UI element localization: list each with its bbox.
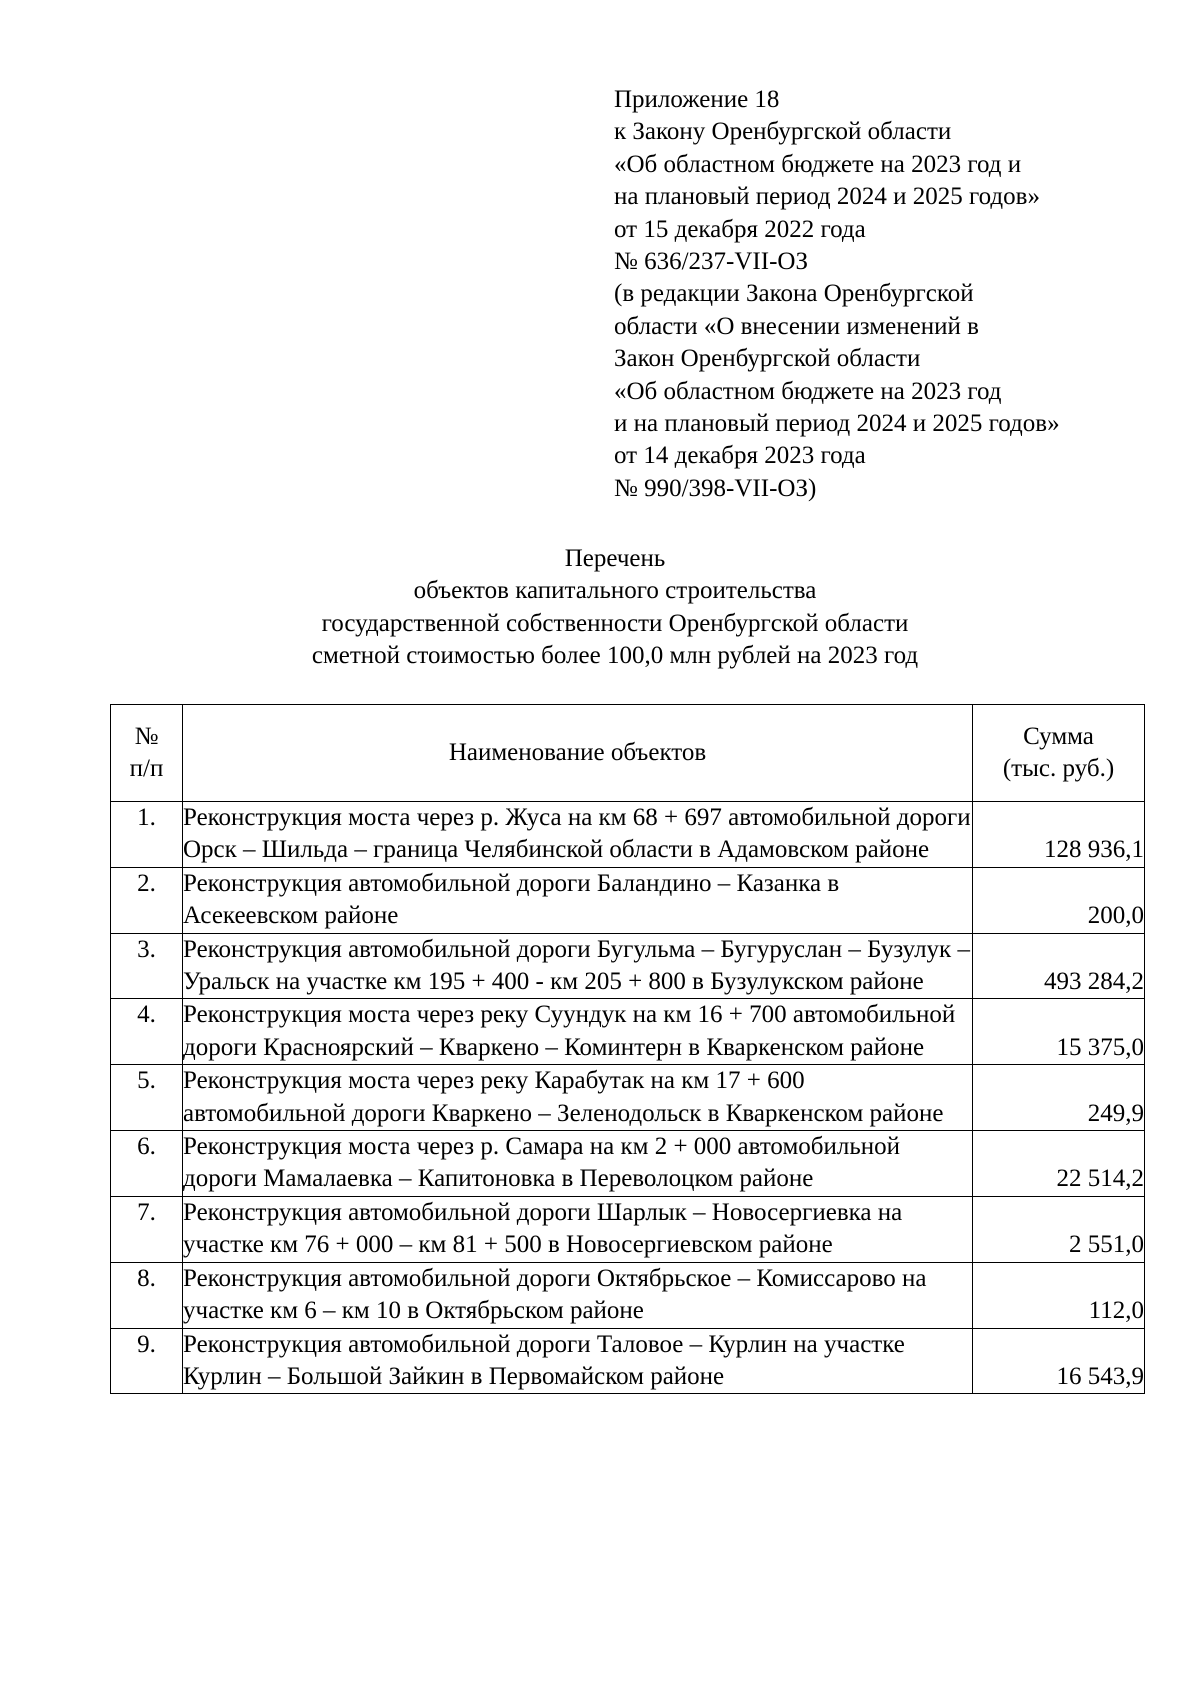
row-number: 6. bbox=[111, 1131, 183, 1197]
table-row bbox=[111, 802, 1145, 868]
appendix-line: Закон Оренбургской области bbox=[614, 345, 921, 373]
row-sum: 200,0 bbox=[973, 867, 1145, 933]
row-sum: 493 284,2 bbox=[973, 933, 1145, 999]
row-object-name: Реконструкция автомобильной дороги Шарлык – Новосергиевка на участке км 76 + 000 – км 81 + 500 в Новосергиевском районе bbox=[183, 1196, 973, 1262]
row-number: 5. bbox=[111, 1065, 183, 1131]
row-number: 1. bbox=[111, 802, 183, 868]
header-number bbox=[111, 705, 183, 802]
appendix-line: «Об областном бюджете на 2023 год и bbox=[614, 150, 1022, 178]
title-line: сметной стоимостью более 100,0 млн рублей на 2023 год bbox=[311, 642, 919, 670]
objects-table bbox=[110, 704, 1145, 1394]
row-sum: 16 543,9 bbox=[973, 1328, 1145, 1394]
row-object-name: Реконструкция моста через реку Карабутак на км 17 + 600 автомобильной дороги Кваркено – Зеленодольск в Кваркенском районе bbox=[183, 1065, 973, 1131]
row-object-name: Реконструкция автомобильной дороги Баландино – Казанка в Асекеевском районе bbox=[183, 867, 973, 933]
title-line: государственной собственности Оренбургской области bbox=[321, 609, 909, 637]
table-row bbox=[111, 1065, 1145, 1131]
row-sum: 128 936,1 bbox=[973, 802, 1145, 868]
row-object-name: Реконструкция моста через р. Жуса на км 68 + 697 автомобильной дороги Орск – Шильда – граница Челябинской области в Адамовском районе bbox=[183, 802, 973, 868]
appendix-line: области «О внесении изменений в bbox=[614, 312, 979, 340]
title-line: Перечень bbox=[564, 545, 666, 572]
table-header-row bbox=[111, 705, 1145, 802]
appendix-header bbox=[614, 84, 1174, 505]
row-sum: 15 375,0 bbox=[973, 999, 1145, 1065]
row-sum: 2 551,0 bbox=[973, 1196, 1145, 1262]
appendix-line: от 15 декабря 2022 года bbox=[614, 215, 866, 243]
appendix-line: на плановый период 2024 и 2025 годов» bbox=[614, 183, 1040, 211]
document-title bbox=[110, 543, 1120, 673]
row-sum: 22 514,2 bbox=[973, 1131, 1145, 1197]
header-sum-label: Сумма bbox=[1023, 722, 1094, 750]
row-object-name: Реконструкция моста через реку Суундук на км 16 + 700 автомобильной дороги Красноярский – Кваркено – Коминтерн в Кваркенском районе bbox=[183, 999, 973, 1065]
appendix-line: «Об областном бюджете на 2023 год bbox=[614, 377, 1002, 405]
row-number: 2. bbox=[111, 867, 183, 933]
row-number: 4. bbox=[111, 999, 183, 1065]
appendix-line: (в редакции Закона Оренбургской bbox=[614, 280, 974, 308]
row-number: 3. bbox=[111, 933, 183, 999]
header-name bbox=[183, 705, 973, 802]
header-name-label: Наименование объектов bbox=[448, 738, 707, 766]
row-object-name: Реконструкция автомобильной дороги Таловое – Курлин на участке Курлин – Большой Зайкин в Первомайском районе bbox=[183, 1328, 973, 1394]
table-row bbox=[111, 999, 1145, 1065]
row-sum: 112,0 bbox=[973, 1262, 1145, 1328]
appendix-line: от 14 декабря 2023 года bbox=[614, 442, 866, 470]
appendix-line: к Закону Оренбургской области bbox=[614, 118, 952, 146]
row-object-name: Реконструкция моста через р. Самара на км 2 + 000 автомобильной дороги Мамалаевка – Капитоновка в Переволоцком районе bbox=[183, 1131, 973, 1197]
appendix-line: и на плановый период 2024 и 2025 годов» bbox=[614, 410, 1060, 438]
appendix-line: № 990/398-VII-ОЗ) bbox=[614, 474, 817, 502]
header-sum bbox=[973, 705, 1145, 802]
appendix-line: Приложение 18 bbox=[614, 86, 780, 113]
table-row bbox=[111, 933, 1145, 999]
row-sum: 249,9 bbox=[973, 1065, 1145, 1131]
header-number-abbrev: п/п bbox=[129, 755, 164, 782]
title-line: объектов капитального строительства bbox=[413, 577, 817, 605]
row-object-name: Реконструкция автомобильной дороги Октябрьское – Комиссарово на участке км 6 – км 10 в Октябрьском районе bbox=[183, 1262, 973, 1328]
appendix-line: № 636/237-VII-ОЗ bbox=[614, 248, 808, 276]
table-row bbox=[111, 1328, 1145, 1394]
row-number: 8. bbox=[111, 1262, 183, 1328]
table-row bbox=[111, 1131, 1145, 1197]
table-row bbox=[111, 1262, 1145, 1328]
table-row bbox=[111, 1196, 1145, 1262]
row-number: 9. bbox=[111, 1328, 183, 1394]
header-number-symbol: № bbox=[134, 722, 159, 750]
table-row bbox=[111, 867, 1145, 933]
row-number: 7. bbox=[111, 1196, 183, 1262]
header-sum-unit: (тыс. руб.) bbox=[1002, 755, 1115, 782]
row-object-name: Реконструкция автомобильной дороги Бугульма – Бугуруслан – Бузулук – Уральск на участке км 195 + 400 - км 205 + 800 в Бузулукском районе bbox=[183, 933, 973, 999]
